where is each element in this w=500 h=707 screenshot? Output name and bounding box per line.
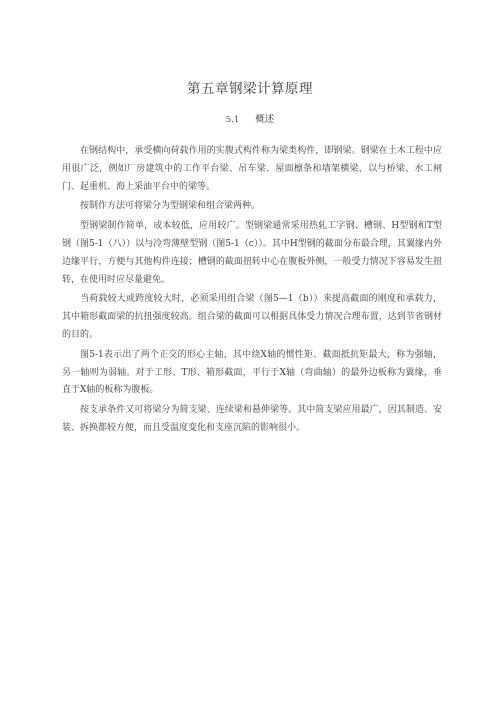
paragraph-4: 当荷载较大或跨度较大时，必须采用组合梁（图5—1（b））来提高截面的刚度和承载力，其中箱形截面梁的抗扭强度较高。组合梁的截面可以根据具体受力情况合理布置，达到节省钢材的目的。 — [62, 294, 442, 340]
section-number: 5.1 — [225, 115, 240, 125]
section-title: 概述 — [255, 114, 275, 125]
section-heading — [0, 111, 500, 125]
paragraph-3: 型钢梁制作简单，成本较低，应用较广。型钢梁通常采用热轧工字钢、槽钢、H型钢和T型钢（图5-1（八））以与冷弯薄壁型钢（图5-1（c））。其中H型钢的截面分布最合理，其翼缘内外边缘平行，方便与其他构件连接；槽钢的截面扭转中心在腹板外侧，一般受力情况下容易发生扭转，在使用时应尽量避免。 — [62, 221, 442, 285]
chapter-title: 第五章钢梁计算原理 — [187, 81, 313, 97]
paragraph-1: 在钢结构中，承受横向荷载作用的实腹式构件称为梁类构件，即钢梁。钢梁在土木工程中应用很广泛，例如厂房建筑中的工作平台梁、吊车梁、屋面檩条和墙架横梁，以与桥梁、水工闸门、起重机、海上采油平台中的梁等。 — [62, 146, 442, 192]
body-text — [62, 143, 442, 438]
paragraph-2: 按制作方法可将梁分为型钢梁和组合梁两种。 — [80, 201, 261, 212]
paragraph-5: 图5-1表示出了两个正交的形心主轴，其中绕X轴的惯性矩、截面抵抗矩最大，称为强轴，另一轴则为弱轴。对于工形、T形、箱形截面，平行于X轴（弯曲轴）的最外边板称为翼缘，垂直于X轴的板称为腹板。 — [62, 349, 442, 396]
paragraph-6: 按支承条件又可将梁分为简支梁、连续梁和悬伸梁等。其中简支梁应用最广，因其制造、安装、拆换都较方便，而且受温度变化和支座沉陷的影响很小。 — [62, 405, 442, 433]
